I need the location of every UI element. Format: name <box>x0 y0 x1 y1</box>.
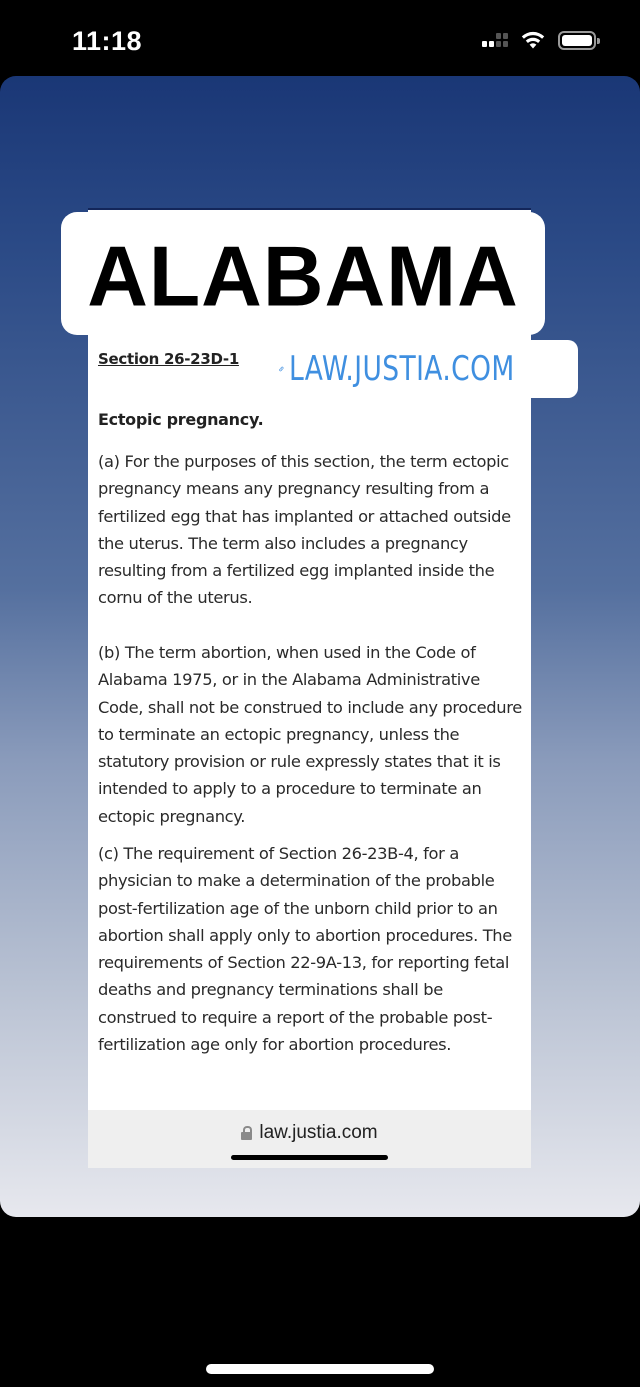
paragraph-c: (c) The requirement of Section 26-23B-4, for a physician to make a determination of the probable post-fertilization age of the unborn child prior to an abortion shall apply only to abortion procedures. The requirements of Section 22-9A-13, for reporting fetal deaths and pregnancy terminations shall be construed to require a report of the probable post-fertilization age only for abortion procedures. <box>98 844 512 1055</box>
lock-icon <box>241 1126 252 1139</box>
page-heading: Ectopic pregnancy. <box>98 410 264 429</box>
link-icon <box>278 353 285 385</box>
title-text: ALABAMA <box>87 228 519 324</box>
title-sticker <box>61 212 545 335</box>
wifi-icon <box>520 30 546 50</box>
battery-icon <box>558 31 596 50</box>
cellular-signal-icon <box>482 33 508 47</box>
section-link[interactable]: Section 26-23D-1 <box>98 350 239 368</box>
link-sticker-label[interactable]: LAW.JUSTIA.COM <box>288 349 515 389</box>
paragraph-b: (b) The term abortion, when used in the Code of Alabama 1975, or in the Alabama Administrative Code, shall not be construed to include any procedure to terminate an ectopic pregnancy, unless the statutory provision or rule expressly states that it is intended to apply to a procedure to terminate an ectopic pregnancy. <box>98 643 522 826</box>
status-icons <box>482 30 596 50</box>
status-time: 11:18 <box>72 26 143 56</box>
address-url-wrap[interactable] <box>88 1122 531 1144</box>
address-url[interactable]: law.justia.com <box>259 1122 378 1143</box>
status-bar <box>0 0 640 76</box>
browser-home-indicator <box>231 1155 388 1160</box>
paragraph-a: (a) For the purposes of this section, the term ectopic pregnancy means any pregnancy resulting from a fertilized egg that has implanted or attached outside the uterus. The term also includes a pregnancy resulting from a fertilized egg implanted inside the cornu of the uterus. <box>98 452 511 608</box>
browser-address-bar[interactable] <box>88 1110 531 1168</box>
home-indicator[interactable] <box>206 1364 434 1374</box>
story-canvas <box>0 76 640 1217</box>
link-sticker[interactable] <box>270 340 578 398</box>
